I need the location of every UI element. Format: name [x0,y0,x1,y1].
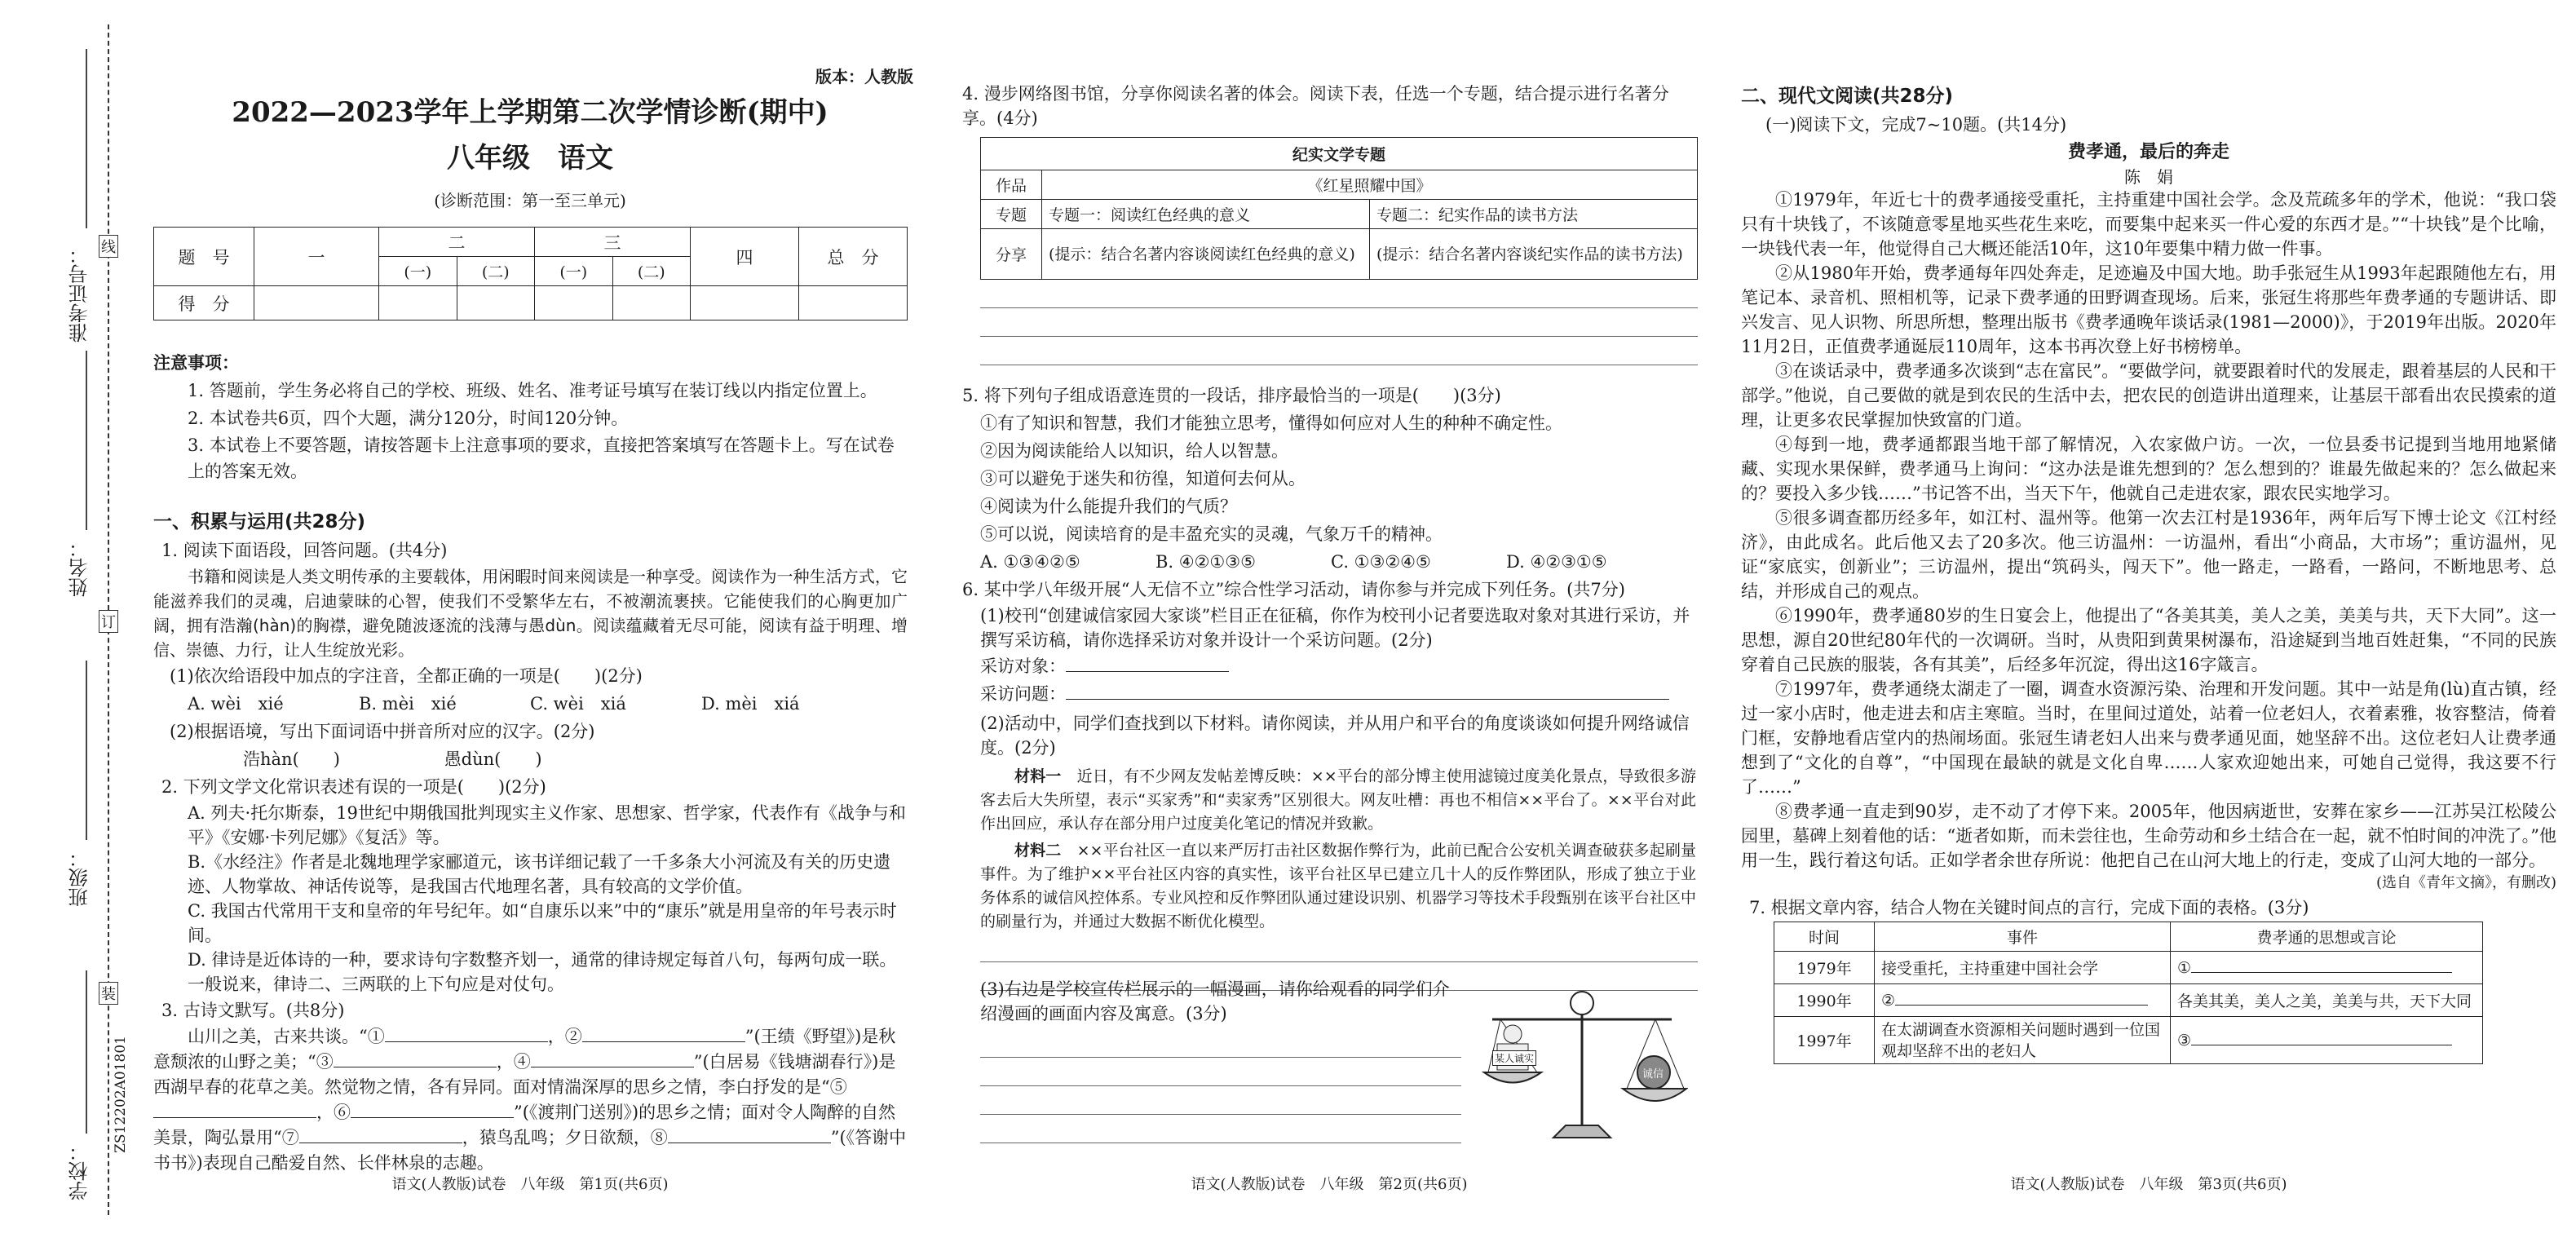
score-table-col-four: 四 [691,228,799,286]
note-item: 3. 本试卷上不要答题，请按答题卡上注意事项的要求，直接把答案填写在答题卡上。写在试卷上的答案无效。 [188,435,895,481]
q6-sub3: (3)右边是学校宣传栏展示的一幅漫画，请你给观看的同学们介绍漫画的画面内容及寓意。(3分) [980,979,1450,1023]
q4-hint: (提示：结合名著内容谈纪实作品的读书方法) [1370,229,1698,280]
q4-row-label: 专题 [981,200,1042,229]
article-author: 陈 娟 [2124,167,2173,187]
q3-text: ”(《答谢中书书》)表现自己酷爱自然、长伴林泉的志趣。 [153,1128,907,1173]
option[interactable]: A. wèi xié [188,694,284,714]
blank-2[interactable] [582,1041,745,1042]
q3-text: ，⑥ [316,1103,351,1122]
score-table-sub: (二) [457,257,535,286]
score-cell[interactable] [254,286,379,320]
score-table-col-two: 二 [379,228,535,257]
q4-table-title: 纪实文学专题 [981,138,1698,170]
option[interactable]: C. ①③②④⑤ [1331,552,1431,572]
q3-text: ”(《渡荆门送别》)的思乡之情；面对令人陶醉的自然美景，陶弘景用“⑦ [153,1103,896,1147]
q3-text: ”(白居易《钱塘湖春行》)是西湖早春的花草之美。然觉物之情，各有异同。面对情湍深厚的思乡之情，李白抒发的是“⑤ [153,1052,896,1097]
binding-code: ZS12202A01801 [113,1036,129,1153]
q6-interviewee-row [962,652,1696,680]
page-3-footer: 语文(人教版)试卷 八年级 第3页(共6页) [2010,1176,2287,1193]
question-6: 6. 某中学八年级开展“人无信不立”综合性学习活动，请你参与并完成下列任务。(共7分) [962,580,1625,599]
score-table-sub: (二) [612,257,691,286]
q4-row-label: 分享 [981,229,1042,280]
blank-1[interactable] [385,1041,548,1042]
q6-question-row [962,680,1696,708]
admission-label: 准考证号： [68,245,91,343]
q7-header: 时间 [1774,922,1875,952]
score-table-sub: (一) [379,257,457,286]
school-input-line[interactable] [86,970,87,1134]
q5-item: ②因为阅读能给人以知识，给人以智慧。 [980,441,1288,461]
question-4: 4. 漫步网络图书馆，分享你阅读名著的体会。阅读下表，任选一个专题，结合提示进行名著分享。(4分) [962,84,1669,128]
option[interactable]: B. ④②①③⑤ [1155,552,1256,572]
score-table-col-three: 三 [535,228,691,257]
option[interactable]: D. ④②③①⑤ [1506,552,1607,572]
score-table-score-label: 得 分 [154,286,254,320]
q7-time: 1979年 [1774,952,1875,984]
q4-topic[interactable]: 专题一：阅读红色经典的意义 [1042,200,1370,229]
cartoon-right-label: 诚信 [1642,1068,1664,1081]
edition-label: 版本：人教版 [815,67,913,86]
article-source: (选自《青年文摘》，有删改) [2375,874,2556,891]
note-item: 2. 本试卷共6页，四个大题，满分120分，时间120分钟。 [188,409,629,428]
q6-question-blank[interactable] [1066,699,1669,700]
q4-row-label: 作品 [981,170,1042,200]
q5-item: ③可以避免于迷失和彷徨，知道何去何从。 [980,469,1306,488]
question-7: 7. 根据文章内容，结合人物在关键时间点的言行，完成下面的表格。(3分) [1749,898,2309,917]
q1-sub1-options [153,690,908,718]
q6-interviewee-label: 采访对象： [980,656,1066,676]
q7-event: 接受重托，主持重建中国社会学 [1875,952,2171,984]
q5-item: ④阅读为什么能提升我们的气质？ [980,497,1237,516]
q7-time: 1997年 [1774,1017,1875,1064]
material-2-label: 材料二 [1014,842,1062,860]
score-table-q-label: 题 号 [154,228,254,286]
q7-event: ② [1881,991,1896,1010]
exam-scope: (诊断范围：第一至三单元) [434,191,626,210]
exam-title: 2022—2023学年上学期第二次学情诊断(期中) [232,96,828,129]
q4-answer-lines[interactable] [980,280,1698,365]
q7-idea-blank[interactable] [2171,952,2483,984]
line-word: 装 [99,982,118,1005]
q5-item: ①有了知识和智慧，我们才能独立思考，懂得如何应对人生的种种不确定性。 [980,413,1562,433]
score-cell[interactable] [799,286,908,320]
q3-text: ，② [547,1027,582,1046]
section-1-title: 一、积累与运用(共28分) [153,511,366,533]
page-2-footer: 语文(人教版)试卷 八年级 第2页(共6页) [1191,1176,1468,1193]
q7-table [1774,922,2483,1064]
q5-options [962,548,1696,576]
score-cell[interactable] [535,286,613,320]
material-1-label: 材料一 [1014,767,1062,785]
q2-option[interactable]: B.《水经注》作者是北魏地理学家郦道元，该书详细记载了一千多条大小河流及有关的历史遗迹、人物掌故、神话传说等，是我国古代地理名著，具有较高的文学价值。 [188,852,891,896]
material-1-text: 近日，有不少网友发帖差博反映：××平台的部分博主使用滤镜过度美化景点，导致很多游客去后大失所望，表示“买家秀”和“卖家秀”区别很大。网友吐槽：再也不相信××平台了。××平台对此作出回应，承认存在部分用户过度美化笔记的情况并致歉。 [980,767,1696,833]
question-1: 1. 阅读下面语段，回答问题。(共4分) [161,541,448,560]
article-paragraph: ⑤很多调查都历经多年，如江村、温州等。他第一次去江村是1936年，两年后写下博士论文《江村经济》，由此成名。此后他又去了20多次。他三访温州：一访温州，看出“小商品，大市场”；重访温州，见证“家底实，创新业”；三访温州，提出“筑码头，闯天下”。他一路走，一路看，一路问，不断地思考、总结，并形成自己的观点。 [1741,508,2556,601]
q7-event-blank[interactable] [1875,984,2171,1017]
q7-time: 1990年 [1774,984,1875,1017]
option[interactable]: A. ①③④②⑤ [980,552,1080,572]
article-paragraph: ⑦1997年，费孝通绕太湖走了一圈，调查水资源污染、治理和开发问题。其中一站是角(lù)直古镇，经过一家小店时，他走进去和店主寒暄。当时，在里间过道处，站着一位老妇人，衣着素雅，妆容整洁，倚着门框，安静地看店堂内的热闹场面。张冠生请老妇人出来与费孝通见面，她坚辞不出。这位老妇人让费孝通想到了“文化的自尊”，“中国现在最缺的就是文化自卑……人家欢迎她出来，可她自己觉得，我这要不行了……” [1741,679,2556,797]
page-2 [962,0,1696,1242]
score-table-sub: (一) [535,257,613,286]
page-3-body [1741,82,2556,1064]
section-2-title: 二、现代文阅读(共28分) [1741,86,1954,107]
q1-sub2: (2)根据语境，写出下面词语中拼音所对应的汉字。(2分) [170,722,595,741]
q3-text: ”(王绩《野望》)是秋意颓浓的山野之美；“③ [153,1027,896,1072]
q7-idea: 各美其美，美人之美，美美与共，天下大同 [2171,984,2483,1017]
q5-item: ⑤可以说，阅读培育的是丰盈充实的灵魂，气象万千的精神。 [980,524,1443,544]
admission-input-line[interactable] [86,49,87,228]
q6-sub1: (1)校刊“创建诚信家园大家谈”栏目正在征稿，你作为校刊小记者要选取对象对其进行采访，并撰写采访稿，请你选择采访对象并设计一个采访问题。(2分) [980,606,1690,650]
cartoon-balance-image [1476,970,1688,1150]
cartoon-left-label: 某人诚实 [1492,1050,1536,1066]
page-1-footer: 语文(人教版)试卷 八年级 第1页(共6页) [391,1176,669,1193]
q6-3-answer-lines[interactable] [980,1029,1461,1143]
score-table-total: 总 分 [799,228,908,286]
score-cell[interactable] [691,286,799,320]
article-paragraph: ②从1980年开始，费孝通每年四处奔走，足迹遍及中国大地。助手张冠生从1993年起跟随他左右，用笔记本、录音机、照相机等，记录下费孝通的田野调查现场。后来，张冠生将那些年费孝通的专题讲话、即兴发言、见人识物、所思所想，整理出版书《费孝通晚年谈话录(1981—2000)》，于2019年出版。2020年11月2日，正值费孝通诞辰110周年，这本书再次登上好书榜榜单。 [1741,263,2556,356]
part-one [153,507,908,1176]
line-word: 线 [99,235,118,258]
material-1 [962,765,1696,836]
article-paragraph: ⑥1990年，费孝通80岁的生日宴会上，他提出了“各美其美，美人之美，美美与共，天下大同”。这一思想，源自20世纪80年代的一次调研。当时，从贵阳到黄果树瀑布，沿途疑到当地百姓赶集，“不同的民族穿着自己民族的服装，各有其美”，后经多年沉淀，得出这16字箴言。 [1741,606,2556,674]
class-label: 班级： [68,848,91,907]
article-paragraph: ④每到一地，费孝通都跟当地干部了解情况，入农家做户访。一次，一位县委书记提到当地用地紧储藏、实现水果保鲜，费孝通马上询问：“这办法是谁先想到的？怎么想到的？谁最先做起来的？怎么做起来的？要投入多少钱……”书记答不出，当天下午，他就自己走进农家，跟农民实地学习。 [1741,435,2556,503]
blank-yu-dun[interactable]: 愚dùn( ) [444,749,542,769]
page-2-body [962,82,1696,991]
part-1-heading: (一)阅读下文，完成7~10题。(共14分) [1765,115,2067,135]
option[interactable]: D. mèi xiá [701,694,800,714]
q4-table [980,137,1698,280]
question-3: 3. 古诗文默写。(共8分) [161,1001,345,1020]
option[interactable]: C. wèi xiá [530,694,626,714]
binding-margin [0,0,139,1242]
q2-option[interactable]: C. 我国古代常用干支和皇帝的年号纪年。如“自康乐以来”中的“康乐”就是用皇帝的年号表示时间。 [188,901,897,945]
q4-work-name: 《红星照耀中国》 [1042,170,1698,200]
line-word: 订 [99,610,118,633]
page-3 [1741,0,2556,1242]
q2-option[interactable]: A. 列夫·托尔斯泰，19世纪中期俄国批判现实主义作家、思想家、哲学家，代表作有《战争与和平》《安娜·卡列尼娜》《复活》等。 [188,803,906,847]
q7-event: 在太湖调查水资源相关问题时遇到一位国观却坚辞不出的老妇人 [1875,1017,2171,1064]
q7-header: 事件 [1875,922,2171,952]
blank-6[interactable] [351,1117,514,1118]
q1-passage: 书籍和阅读是人类文明传承的主要载体，用闲暇时间来阅读是一种享受。阅读作为一种生活方式，它能滋养我们的灵魂，启迪蒙昧的心智，使我们不受繁华左右，不被潮流裹挟。它能使我们的心胸更加广阔，拥有浩瀚(hàn)的胸襟，避免随波逐流的浅薄与愚dùn。阅读蕴藏着无尽可能，阅读有益于明理、增信、崇德、力行，让人生绽放光彩。 [153,567,908,660]
notes-block [153,349,908,484]
score-cell[interactable] [612,286,691,320]
school-label: 学校： [68,1142,91,1200]
class-input-line[interactable] [86,661,87,840]
q7-idea: ③ [2177,1031,2192,1050]
q6-sub2: (2)活动中，同学们查找到以下材料。请你阅读，并从用户和平台的角度谈谈如何提升网络诚信度。(2分) [980,714,1690,758]
score-cell[interactable] [379,286,457,320]
q7-header: 费孝通的思想或言论 [2171,922,2483,952]
q3-body [153,1024,908,1176]
article-paragraph: ①1979年，年近七十的费孝通接受重托，主持重建中国社会学。念及荒疏多年的学术，他说：“我口袋只有十块钱了，不该随意零星地买些花生来吃，而要集中起来买一件心爱的东西才是。”“十块钱”是个比喻，一块钱代表一年，他觉得自己大概还能活10年，这10年要集中精力做一件事。 [1741,190,2556,259]
name-input-line[interactable] [86,351,87,530]
q6-interviewee-blank[interactable] [1066,671,1229,672]
notes-title: 注意事项： [153,353,239,373]
grade-subject: 八年级 语文 [447,142,613,175]
score-table [153,227,908,320]
article-title: 费孝通，最后的奔走 [2067,142,2229,162]
q3-text: ，④ [496,1052,531,1072]
q1-sub1: (1)依次给语段中加点的字注音，全都正确的一项是( )(2分) [170,666,643,686]
q3-text: ，猿鸟乱鸣；夕日欲颓，⑧ [462,1128,668,1147]
blank-5[interactable] [153,1117,316,1118]
q7-idea-blank[interactable] [2171,1017,2483,1064]
blank-hao-han[interactable]: 浩hàn( ) [243,749,340,769]
page-1 [147,0,913,1242]
score-cell[interactable] [457,286,535,320]
material-2 [962,839,1696,934]
material-2-text: ××平台社区一直以来严厉打击社区数据作弊行为，此前已配合公安机关调查破获多起刷量事件。为了维护××平台社区内容的真实性，该平台社区早已建立几十人的反作弊团队，形成了独立于业务体系的诚信风控体系。专业风控和反作弊团队通过建设识别、机器学习等技术手段甄别在该平台社区中的刷量行为，并通过大数据不断优化模型。 [980,842,1696,930]
question-2: 2. 下列文学文化常识表述有误的一项是( )(2分) [161,777,546,797]
article-paragraph: ⑧费孝通一直走到90岁，走不动了才停下来。2005年，他因病逝世，安葬在家乡——江苏吴江松陵公园里，墓碑上刻着他的话：“逝者如斯，而未尝往也，生命劳动和乡土结合在一起，就不怕时间的冲洗了。”他用一生，践行着这句话。正如学者余世存所说：他把自己在山河大地上的行走，变成了山河大地的一部分。 [1741,802,2556,870]
q6-question-label: 采访问题： [980,684,1066,704]
question-5: 5. 将下列句子组成语意连贯的一段话，排序最恰当的一项是( )(3分) [962,386,1501,405]
note-item: 1. 答题前，学生务必将自己的学校、班级、姓名、准考证号填写在装订线以内指定位置上。 [188,381,877,400]
q3-text: 山川之美，古来共谈。“① [188,1027,385,1046]
score-table-col-one: 一 [254,228,379,286]
option[interactable]: B. mèi xié [359,694,457,714]
q4-hint: (提示：结合名著内容谈阅读红色经典的意义) [1042,229,1370,280]
q7-idea: ① [2177,958,2192,977]
name-label: 姓名： [68,538,91,597]
q4-topic[interactable]: 专题二：纪实作品的读书方法 [1370,200,1698,229]
q2-option[interactable]: D. 律诗是近体诗的一种，要求诗句字数整齐划一，通常的律诗规定每首八句，每两句成一联。一般说来，律诗二、三两联的上下句应是对仗句。 [188,950,897,994]
q1-sub2-blanks [153,745,908,773]
article-paragraph: ③在谈话录中，费孝通多次谈到“志在富民”。“要做学问，就要跟着时代的发展走，跟着基层的人民和干部学。”他说，自己要做的就是到农民的生活中去，把农民的创造讲出道理来，让基层干部看出农民摸索的道理，让更多农民掌握加快致富的门道。 [1741,361,2556,430]
